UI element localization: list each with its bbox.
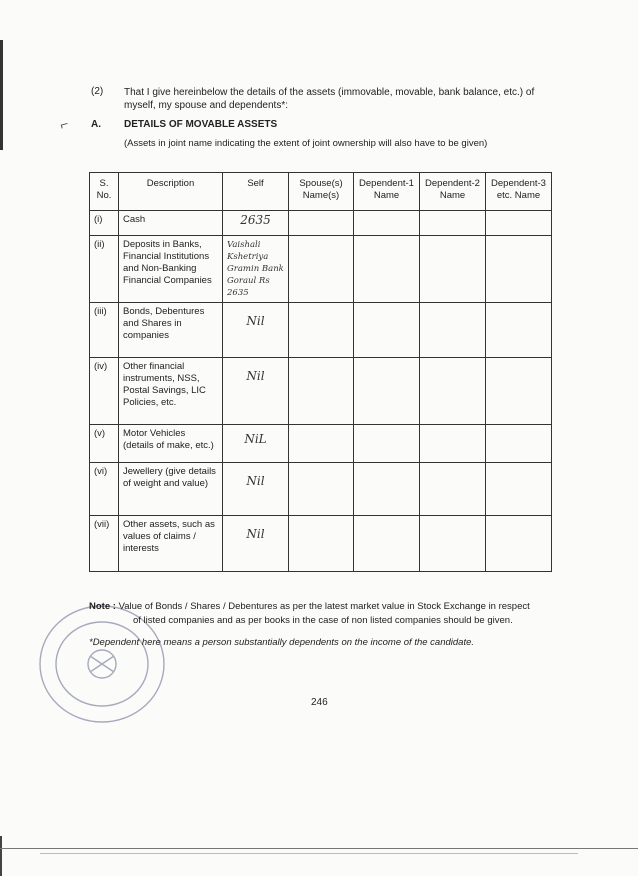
- row-dependent-2-value: [420, 236, 486, 303]
- note-text-1: Value of Bonds / Shares / Debentures as per the latest market value in Stock Exchange in respect: [118, 601, 530, 612]
- section-title: DETAILS OF MOVABLE ASSETS: [124, 119, 278, 130]
- note-label: Note :: [89, 601, 116, 612]
- row-spouse-value: [289, 425, 354, 463]
- note-block: [89, 600, 559, 628]
- header-sno: S. No.: [90, 173, 119, 211]
- table-row: [90, 211, 552, 236]
- header-description: Description: [119, 173, 223, 211]
- paragraph-text: That I give hereinbelow the details of the assets (immovable, movable, bank balance, etc.) of myself, my spouse and dependents*:: [124, 87, 535, 111]
- scan-corner-mark: [0, 836, 2, 876]
- note-text-2: of listed companies and as per books in the case of non listed companies should be given.: [133, 615, 513, 626]
- row-sno: (iv): [90, 358, 119, 425]
- row-dependent-3-value: [486, 236, 552, 303]
- row-sno: (ii): [90, 236, 119, 303]
- note-line-1: [89, 600, 559, 614]
- row-dependent-3-value: [486, 303, 552, 358]
- scan-edge-mark: [0, 40, 3, 150]
- row-description: Cash: [119, 211, 223, 236]
- row-self-value: Nil: [223, 516, 289, 572]
- row-dependent-2-value: [420, 211, 486, 236]
- row-self-value: Nil: [223, 303, 289, 358]
- row-dependent-1-value: [354, 236, 420, 303]
- movable-assets-table: [89, 172, 552, 572]
- row-self-value: NiL: [223, 425, 289, 463]
- header-spouse: Spouse(s) Name(s): [289, 173, 354, 211]
- table-row: [90, 425, 552, 463]
- row-sno: (v): [90, 425, 119, 463]
- row-spouse-value: [289, 516, 354, 572]
- bottom-rule: [0, 848, 638, 849]
- table-row: [90, 358, 552, 425]
- row-dependent-3-value: [486, 358, 552, 425]
- header-self: Self: [223, 173, 289, 211]
- paragraph-number: (2): [91, 86, 104, 97]
- row-self-value: Vaishali Kshetriya Gramin Bank Goraul Rs 2635: [223, 236, 289, 303]
- row-self-value: Nil: [223, 463, 289, 516]
- row-spouse-value: [289, 236, 354, 303]
- row-sno: (vi): [90, 463, 119, 516]
- row-dependent-1-value: [354, 211, 420, 236]
- section-note: (Assets in joint name indicating the extent of joint ownership will also have to be given): [124, 138, 488, 149]
- row-dependent-3-value: [486, 211, 552, 236]
- table-row: [90, 236, 552, 303]
- header-dependent-1: Dependent-1 Name: [354, 173, 420, 211]
- section-letter: A.: [91, 119, 101, 130]
- row-description: Other financial instruments, NSS, Postal Savings, LIC Policies, etc.: [119, 358, 223, 425]
- header-dependent-2: Dependent-2 Name: [420, 173, 486, 211]
- bottom-rule-secondary: [40, 853, 578, 854]
- row-dependent-3-value: [486, 463, 552, 516]
- page-number: 246: [311, 697, 328, 708]
- row-spouse-value: [289, 358, 354, 425]
- row-spouse-value: [289, 463, 354, 516]
- row-dependent-1-value: [354, 425, 420, 463]
- row-description: Bonds, Debentures and Shares in companies: [119, 303, 223, 358]
- row-dependent-2-value: [420, 425, 486, 463]
- row-dependent-2-value: [420, 516, 486, 572]
- row-dependent-3-value: [486, 516, 552, 572]
- row-sno: (vii): [90, 516, 119, 572]
- row-description: Deposits in Banks, Financial Institutions and Non-Banking Financial Companies: [119, 236, 223, 303]
- row-dependent-1-value: [354, 463, 420, 516]
- header-dependent-3: Dependent-3 etc. Name: [486, 173, 552, 211]
- table-row: [90, 463, 552, 516]
- pen-tick-icon: ⌐: [58, 115, 71, 133]
- row-description: Other assets, such as values of claims / interests: [119, 516, 223, 572]
- row-dependent-2-value: [420, 303, 486, 358]
- row-description: Motor Vehicles (details of make, etc.): [119, 425, 223, 463]
- row-sno: (iii): [90, 303, 119, 358]
- table-row: [90, 516, 552, 572]
- dependent-footnote: *Dependent here means a person substantially dependents on the income of the candidate.: [89, 637, 475, 648]
- row-self-value: 2635: [223, 211, 289, 236]
- row-dependent-1-value: [354, 358, 420, 425]
- row-spouse-value: [289, 211, 354, 236]
- row-sno: (i): [90, 211, 119, 236]
- row-dependent-3-value: [486, 425, 552, 463]
- row-dependent-1-value: [354, 303, 420, 358]
- row-dependent-2-value: [420, 358, 486, 425]
- row-self-value: Nil: [223, 358, 289, 425]
- row-dependent-1-value: [354, 516, 420, 572]
- table-row: [90, 303, 552, 358]
- row-spouse-value: [289, 303, 354, 358]
- table-header-row: [90, 173, 552, 211]
- row-dependent-2-value: [420, 463, 486, 516]
- row-description: Jewellery (give details of weight and value): [119, 463, 223, 516]
